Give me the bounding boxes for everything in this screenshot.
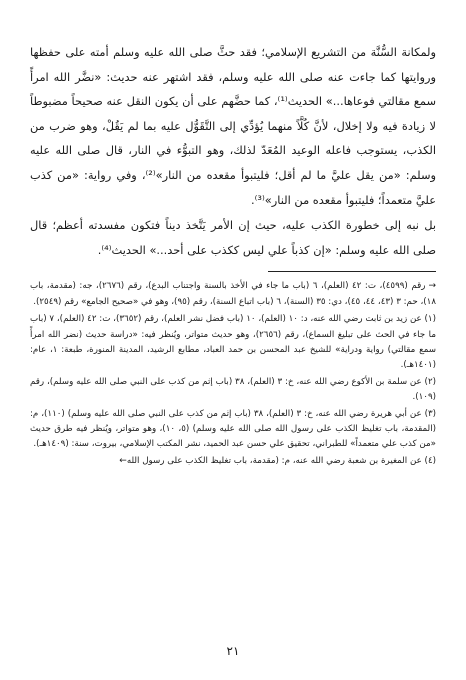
footnote-text: رقم (٤٥٩٩)، ت: ٤٢ (العلم)، ٦ (باب ما جاء في الأخذ بالسنة واجتناب البدع)، رقم (٢٦٧٦)، جه: (مقدمة، باب ١٨)، حم: ٣ (٤٣، ٤٤، ٤٥)، دي: ٣٥ (السنة)، ٦ (باب اتباع السنة)، رقم (٩٥)، وهو في «صحيح الجامع» رقم (٢٥٤٩). <box>30 281 436 307</box>
footnote-text: (٤) عن المغيرة بن شعبة رضي الله عنه، م: (مقدمة، باب تغليظ الكذب على رسول الله <box>126 455 436 466</box>
footnote-separator <box>268 271 436 272</box>
footnote-1: (١) عن زيد بن ثابت رضي الله عنه، د: ١٠ (العلم)، ١٠ (باب فضل نشر العلم)، رقم (٣٦٥٢)، ت: ٤٢ (العلم)، ٧ (باب ما جاء في الحث على تبليغ السماع)، رقم (٢٦٥٦)، وهو حديث متواتر، ويُنظر فيه: «دراسة حديث (نضر الله امرأً سمع مقالتي) رواية ودراية» للشيخ عبد المحسن بن حمد العباد، مطابع الرشيد، المدينة المنورة، طبعة: ١، عام: (١٤٠١هـ). <box>30 314 437 371</box>
footnote-3: (٣) عن أبي هريرة رضي الله عنه، خ: ٣ (العلم)، ٣٨ (باب إثم من كذب على النبي صلى الله عليه وسلم) (١١٠)، م: (المقدمة، باب تغليظ الكذب على رسول الله صلى الله عليه وسلم) (٥، ١٠)، وهو متواتر، ويُنظر فيه طرق حديث «من كذب علي متعمداً» للطبراني، تحقيق علي حسن عبد الحميد، نشر المكتب الإسلامي، بيروت، سنة: (١٤٠٩هـ). <box>30 408 437 450</box>
footnote-continuation <box>30 279 436 310</box>
footnotes <box>30 279 436 469</box>
page-number: ٢١ <box>226 644 240 658</box>
footnote-2: (٢) عن سلمة بن الأكوع رضي الله عنه، خ: ٣ (العلم)، ٣٨ (باب إثم من كذب على النبي صلى الله عليه وسلم)، رقم (١٠٩). <box>30 376 436 403</box>
paragraph: بل نبه إلى خطورة الكذب عليه، حيث إن الأمر يَتَّخذ ديناً فتكون مفسدته أعظم؛ قال صلى الله عليه وسلم: «إن كذباً علي ليس ككذب على أحد...» الحديث⁽⁴⁾. <box>30 218 436 257</box>
continuation-arrow-icon: ← <box>119 455 127 466</box>
continuation-arrow-icon: → <box>428 281 437 292</box>
paragraph: ولمكانة السُّنَّة من التشريع الإسلامي؛ فقد حثَّ صلى الله عليه وسلم أمته على حفظها وروايتها كما جاءت عنه صلى الله عليه وسلم، فقد اشتهر عنه حديث: «نضَّر الله امرأً سمع مقالتي فوعاها...» الحديث⁽¹⁾، كما حضَّهم على أن يكون النقل عنه صحيحاً مضبوطاً لا زيادة فيه ولا إخلال، لأنَّ كُلَّاً منهما يُؤدِّي إلى التَّقَوُّل عليه بما لم يَقُلْ، وهو ضرب من الكذب، يستوجب فاعله الوعيد المُعَدّ لذلك، وهو التبوُّء في النار، قال صلى الله عليه وسلم: «من يقل عليَّ ما لم أقل؛ فليتبوأ مقعده من النار»⁽²⁾، وفي رواية: «من كذب عليَّ متعمداً؛ فليتبوأ مقعده من النار»⁽³⁾. <box>30 45 436 207</box>
footnote-4 <box>30 454 436 469</box>
main-text <box>30 40 436 262</box>
